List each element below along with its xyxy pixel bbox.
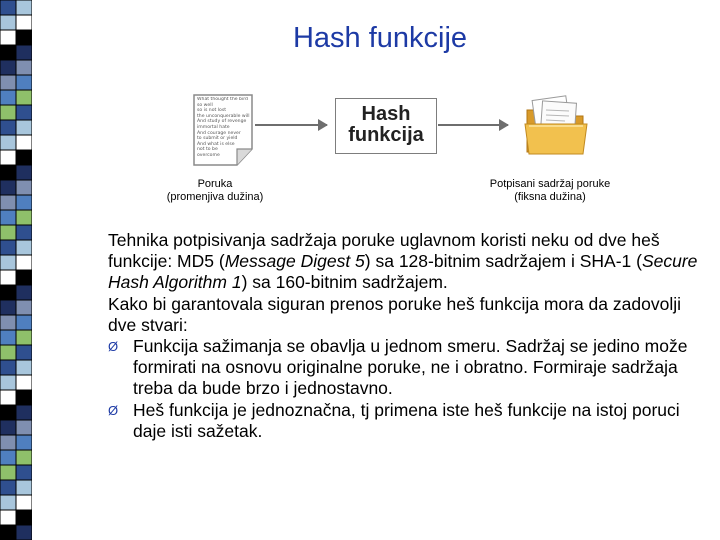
- mosaic-tile: [0, 285, 16, 300]
- document-line: to submit or yield: [197, 136, 238, 142]
- document-line: And what is else: [197, 141, 235, 147]
- mosaic-tile: [16, 0, 32, 15]
- message-caption: [160, 178, 270, 204]
- arrow-to-hash: [255, 124, 327, 126]
- mosaic-tile: [0, 420, 16, 435]
- mosaic-tile: [0, 225, 16, 240]
- mosaic-tile: [16, 225, 32, 240]
- mosaic-tile: [16, 525, 32, 540]
- message-caption-line2: (promenjiva dužina): [166, 191, 264, 203]
- bullet1-text: Funkcija sažimanja se obavlja u jednom smeru. Sadržaj se jedino može formirati na osnovu originalne poruke, ne i obratno. Formiraje sadržaja treba da bude brzo i jednostavno.: [133, 336, 688, 399]
- mosaic-tile: [16, 300, 32, 315]
- bullet2-text: Heš funkcija je jednoznačna, tj primena iste heš funkcije na istoj poruci daje isti sažetak.: [133, 399, 680, 441]
- document-line: not to be: [197, 147, 218, 153]
- mosaic-tile: [0, 345, 16, 360]
- document-line: What thought the bird: [197, 97, 248, 102]
- slide-title: Hash funkcije: [292, 22, 468, 54]
- mosaic-tile: [16, 150, 32, 165]
- mosaic-tile: [16, 390, 32, 405]
- mosaic-tile: [16, 180, 32, 195]
- mosaic-tile: [0, 510, 16, 525]
- arrow-to-digest: [438, 124, 508, 126]
- mosaic-tile: [0, 375, 16, 390]
- slide-body: [108, 230, 708, 442]
- mosaic-tile: [0, 465, 16, 480]
- para1-text-a: Tehnika potpisivanja sadržaja poruke uglavnom koristi neku od dve heš funkcije: MD5 (: [108, 230, 660, 272]
- document-line: And study of revenge: [197, 119, 247, 125]
- bullet-arrow-icon: Ø: [108, 402, 119, 418]
- mosaic-tile: [0, 270, 16, 285]
- document-line: the unconquerable will: [197, 113, 250, 119]
- mosaic-tile: [0, 210, 16, 225]
- mosaic-tile: [0, 150, 16, 165]
- mosaic-tile: [16, 135, 32, 150]
- mosaic-tile: [16, 465, 32, 480]
- mosaic-tile: [16, 345, 32, 360]
- mosaic-tile: [16, 165, 32, 180]
- mosaic-tile: [16, 195, 32, 210]
- digest-caption-line1: Potpisani sadržaj poruke: [489, 178, 611, 190]
- mosaic-tile: [16, 480, 32, 495]
- mosaic-tile: [16, 240, 32, 255]
- document-line: so well: [197, 102, 213, 108]
- mosaic-tile: [0, 360, 16, 375]
- document-line: And courage never: [197, 130, 241, 136]
- mosaic-tile: [0, 390, 16, 405]
- bullet-arrow-icon: Ø: [108, 339, 119, 355]
- mosaic-tile: [16, 90, 32, 105]
- mosaic-tile: [0, 300, 16, 315]
- mosaic-tile: [0, 480, 16, 495]
- message-caption-line1: Poruka: [197, 178, 233, 190]
- mosaic-tile: [0, 315, 16, 330]
- mosaic-tile: [16, 270, 32, 285]
- mosaic-tile: [16, 210, 32, 225]
- signed-digest-folder-icon: [523, 92, 589, 158]
- mosaic-tile: [0, 0, 16, 15]
- mosaic-tile: [0, 435, 16, 450]
- mosaic-tile: [0, 180, 16, 195]
- bullet-item-deterministic: [108, 400, 708, 442]
- mosaic-tile: [0, 255, 16, 270]
- mosaic-tile: [16, 495, 32, 510]
- mosaic-tile: [0, 450, 16, 465]
- mosaic-tile: [0, 60, 16, 75]
- md5-full-name: Message Digest 5: [224, 251, 365, 272]
- mosaic-tile: [0, 240, 16, 255]
- hash-function-box: [335, 98, 437, 154]
- document-line: overcome: [197, 152, 220, 158]
- mosaic-tile: [16, 330, 32, 345]
- bullet-item-one-way: [108, 336, 708, 400]
- mosaic-tile: [16, 105, 32, 120]
- mosaic-tile: [0, 75, 16, 90]
- mosaic-tile: [16, 510, 32, 525]
- para1-text-c: ) sa 128-bitnim sadržajem i SHA-1 (: [364, 251, 642, 272]
- mosaic-tile: [0, 495, 16, 510]
- mosaic-tile: [16, 75, 32, 90]
- mosaic-tile: [16, 60, 32, 75]
- mosaic-tile: [16, 360, 32, 375]
- digest-caption-line2: (fiksna dužina): [514, 191, 586, 203]
- mosaic-tile: [16, 255, 32, 270]
- mosaic-tile: [0, 165, 16, 180]
- mosaic-tile: [16, 315, 32, 330]
- paragraph-requirements: Kako bi garantovala siguran prenos poruke heš funkcija mora da zadovolji dve stvari:: [108, 293, 681, 335]
- decorative-mosaic-strip: [0, 0, 32, 540]
- mosaic-tile: [0, 330, 16, 345]
- mosaic-tile: [0, 90, 16, 105]
- paragraph-hash-algorithms: [108, 230, 708, 294]
- mosaic-tile: [0, 525, 16, 540]
- hash-label-line1: Hash: [361, 103, 411, 125]
- mosaic-tile: [16, 405, 32, 420]
- mosaic-tile: [16, 375, 32, 390]
- message-document-text: [197, 97, 251, 161]
- sha1-full-name: Secure Hash Algorithm 1: [108, 251, 698, 293]
- document-line: immortal hate: [197, 124, 230, 130]
- mosaic-tile: [0, 135, 16, 150]
- document-line: so is not lost: [197, 108, 227, 114]
- mosaic-tile: [16, 450, 32, 465]
- mosaic-tile: [0, 105, 16, 120]
- mosaic-tile: [16, 435, 32, 450]
- mosaic-tile: [16, 285, 32, 300]
- mosaic-tile: [16, 120, 32, 135]
- mosaic-tile: [0, 405, 16, 420]
- digest-caption: [480, 178, 620, 204]
- mosaic-tile: [16, 420, 32, 435]
- hash-label-line2: funkcija: [348, 124, 424, 146]
- hash-diagram: [155, 88, 645, 213]
- mosaic-tile: [0, 120, 16, 135]
- para1-text-e: ) sa 160-bitnim sadržajem.: [241, 272, 448, 293]
- mosaic-tile: [0, 195, 16, 210]
